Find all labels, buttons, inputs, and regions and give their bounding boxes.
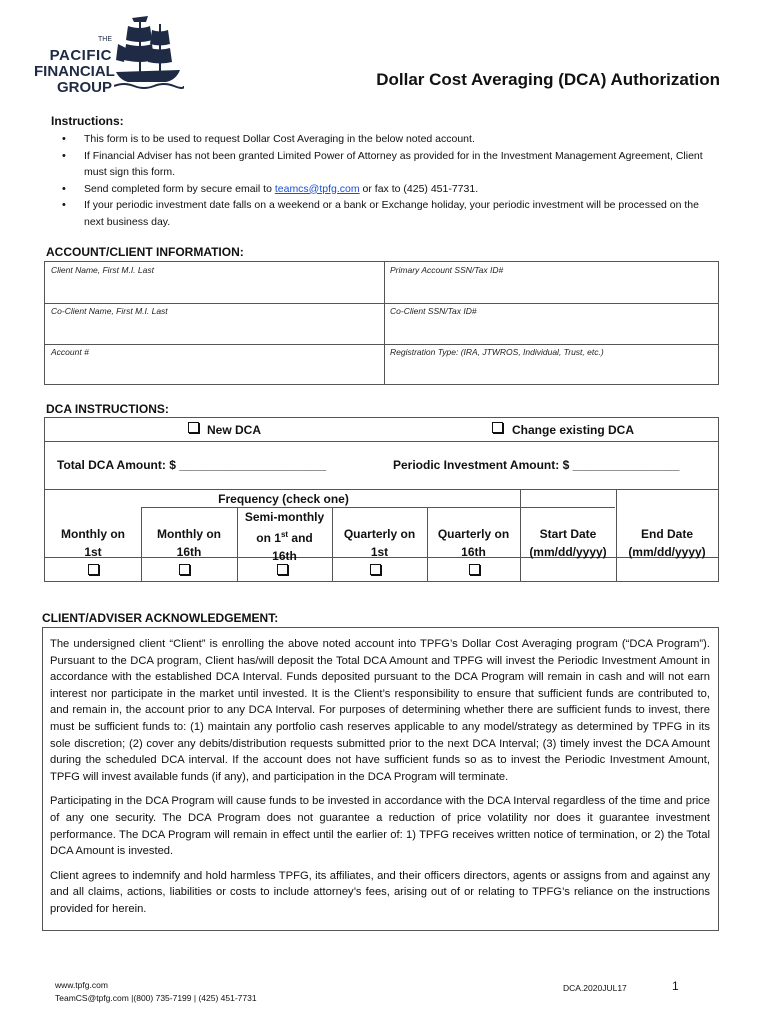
total-dca-amount-field[interactable]: Total DCA Amount: $ ______________________ [57, 458, 327, 472]
instructions-heading: Instructions: [51, 114, 124, 128]
col-start-date [520, 525, 616, 561]
co-client-name-label: Co-Client Name, First M.I. Last [51, 306, 168, 316]
co-client-name-field[interactable] [45, 303, 384, 344]
company-logo [34, 14, 184, 96]
frequency-header: Frequency (check one) [218, 492, 349, 506]
client-name-label: Client Name, First M.I. Last [51, 265, 154, 275]
change-dca-checkbox[interactable] [492, 422, 503, 433]
ack-text-box [42, 627, 719, 931]
list-item: • This form is to be used to request Dollar Cost Averaging in the below noted account. [62, 131, 712, 148]
account-number-field[interactable] [45, 344, 384, 384]
logo-the: THE [98, 36, 112, 43]
end-date-input[interactable] [617, 558, 717, 581]
col-end-date-line2: (mm/dd/yyyy) [628, 545, 706, 559]
quarterly-16th-checkbox[interactable] [469, 564, 480, 575]
ack-paragraph-1: The undersigned client “Client” is enrolling the above noted account into TPFG’s Dollar Cost Averaging program (“DCA Program”). Pursuant to the DCA program, Client has/will deposit the Total DCA Amount and TPFG will invest the Periodic Investment Amount in accordance with the established DCA Interval. Funds deposited pursuant to the DCA Program will remain in cash and will not earn interest nor participate in the market until invested. It is the Client’s responsibility to ensure that sufficient funds are contributed to, and remain in, the account prior to any DCA Interval. For purposes of determining whether there are sufficient funds to invest, there must be sufficient funds to: (1) maintain any portfolio cash reserves applicable to any model/strategy as determined by TPFG in its sole discretion; (2) cover any debits/distribution requests submitted prior to the next DCA Interval; (3) timely invest the DCA Amount during the scheduled DCA interval. If the account does not have sufficient funds so as to invest the Periodic Investment Amount, TPFG will invest available funds (if any), and participation in the DCA Program will terminate. [50, 638, 710, 783]
registration-type-field[interactable] [384, 344, 718, 384]
list-item: • If Financial Adviser has not been granted Limited Power of Attorney as provided for in the Investment Management Agreement, Client must sign this form. [62, 148, 712, 181]
col-quarterly-16th-line2: 16th [461, 545, 486, 559]
col-quarterly-1st [332, 525, 427, 561]
primary-ssn-label: Primary Account SSN/Tax ID# [390, 265, 504, 275]
co-client-ssn-field[interactable] [384, 303, 718, 344]
page-number: 1 [672, 979, 679, 993]
footer-contact [55, 979, 257, 1005]
logo-financial: FINANCIAL [34, 63, 115, 80]
col-quarterly-1st-line2: 1st [370, 545, 389, 559]
col-monthly-16th-line2: 16th [176, 545, 202, 559]
dca-section-heading: DCA INSTRUCTIONS: [46, 402, 169, 416]
change-dca-label: Change existing DCA [512, 423, 635, 437]
page-title: Dollar Cost Averaging (DCA) Authorization [376, 70, 720, 89]
primary-ssn-field[interactable] [384, 262, 718, 303]
col-start-date-line1: Start Date [539, 527, 597, 541]
monthly-16th-checkbox[interactable] [179, 564, 190, 575]
client-name-field[interactable] [45, 262, 384, 303]
registration-type-label: Registration Type: (IRA, JTWROS, Individual, Trust, etc.) [390, 347, 604, 357]
monthly-1st-checkbox[interactable] [88, 564, 99, 575]
co-client-ssn-label: Co-Client SSN/Tax ID# [390, 306, 477, 316]
col-monthly-16th [141, 525, 237, 561]
instructions-list [62, 131, 712, 230]
document-code: DCA.2020JUL17 [563, 983, 627, 993]
quarterly-1st-checkbox[interactable] [370, 564, 381, 575]
email-instruction-prefix: Send completed form by secure email to [84, 182, 275, 195]
col-start-date-line2: (mm/dd/yyyy) [529, 545, 607, 559]
ack-paragraph-3: Client agrees to indemnify and hold harmless TPFG, its affiliates, and their officers directors, agents or assigns from and against any and all claims, actions, liabilities or costs to include attorney’s fees, arising out of or relating to TPFG’s reliance on the instructions provided for herein. [50, 869, 710, 915]
col-end-date [616, 525, 718, 561]
col-semi-monthly-line0: Semi-monthly [244, 510, 325, 524]
col-semi-monthly-and: and [288, 531, 313, 545]
account-number-label: Account # [51, 347, 89, 357]
dca-instructions-table [44, 417, 719, 582]
start-date-input[interactable] [521, 558, 615, 581]
email-instruction-suffix: or fax to (425) 451-7731. [359, 182, 479, 195]
new-dca-checkbox[interactable] [188, 422, 199, 433]
list-item [62, 181, 712, 198]
col-monthly-1st-line2: 1st [84, 545, 102, 559]
col-monthly-16th-line1: Monthly on [157, 527, 221, 541]
col-quarterly-16th-line1: Quarterly on [437, 527, 510, 541]
col-semi-monthly [237, 508, 332, 565]
email-link[interactable]: teamcs@tpfg.com [274, 182, 360, 195]
footer-website: www.tpfg.com [55, 980, 108, 990]
col-quarterly-1st-line1: Quarterly on [343, 527, 416, 541]
col-end-date-line1: End Date [640, 527, 693, 541]
footer-contact-line: TeamCS@tpfg.com |(800) 735-7199 | (425) 451-7731 [55, 993, 257, 1003]
logo-pacific: PACIFIC [49, 47, 112, 64]
col-monthly-1st-line1: Monthly on [61, 527, 125, 541]
ack-section-heading: CLIENT/ADVISER ACKNOWLEDGEMENT: [42, 611, 279, 625]
col-quarterly-16th [427, 525, 520, 561]
col-semi-monthly-on1: on 1 [256, 531, 281, 545]
new-dca-label: New DCA [207, 423, 262, 437]
account-info-table [44, 261, 719, 385]
list-item: • If your periodic investment date falls on a weekend or a bank or Exchange holiday, your periodic investment will be processed on the next business day. [62, 197, 712, 230]
col-semi-monthly-line2: 16th [272, 549, 297, 563]
semi-monthly-checkbox[interactable] [277, 564, 288, 575]
periodic-investment-amount-field[interactable]: Periodic Investment Amount: $ ________________ [393, 458, 680, 472]
logo-group: GROUP [56, 79, 112, 96]
account-section-heading: ACCOUNT/CLIENT INFORMATION: [46, 245, 244, 259]
col-monthly-1st [45, 525, 141, 561]
col-semi-monthly-line1 [237, 526, 332, 547]
col-semi-monthly-sup: st [280, 530, 289, 539]
ack-paragraph-2: Participating in the DCA Program will cause funds to be invested in accordance with the DCA Interval regardless of the time and price of any one security. The DCA Program does not guarantee a reduction of price volatility nor does it guarantee investment performance. The DCA Program will remain in effect until the earlier of: 1) TPFG receives written notice of termination, or 2) the Total DCA Amount is invested. [50, 795, 710, 858]
ship-icon [114, 14, 184, 94]
